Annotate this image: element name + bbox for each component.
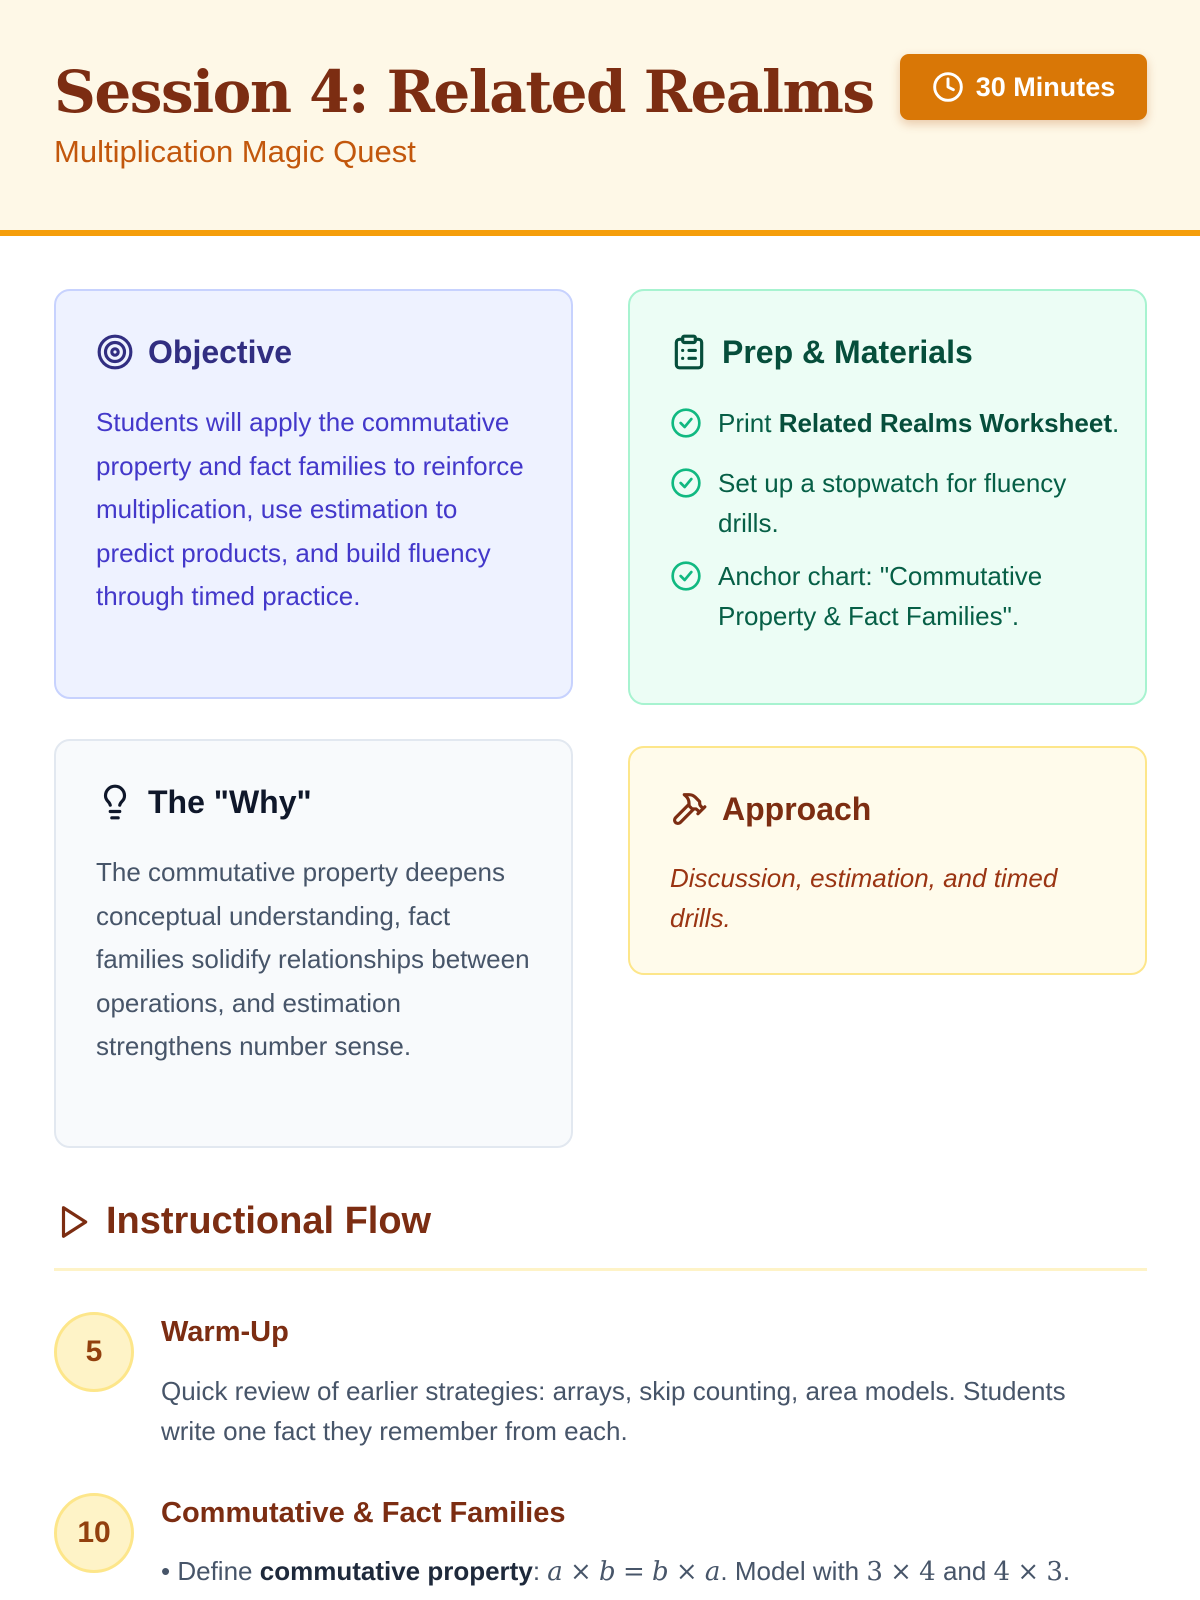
prep-title: Prep & Materials xyxy=(722,333,973,370)
why-card xyxy=(54,739,573,1148)
check-circle-icon xyxy=(670,467,702,499)
prep-list xyxy=(670,403,1121,649)
why-text: The commutative property deepens conceptual understanding, fact families solidify relationships between operations, and estimation strengthens number sense. xyxy=(96,857,530,1061)
step-minutes-badge: 10 xyxy=(54,1493,134,1573)
objective-header xyxy=(96,333,292,371)
prep-header xyxy=(670,333,973,371)
objective-card xyxy=(54,289,573,699)
list-item: Set up a stopwatch for fluency drills. xyxy=(670,463,1121,543)
clock-icon xyxy=(932,71,964,103)
list-item: Print Related Realms Worksheet. xyxy=(670,403,1121,450)
lightbulb-icon xyxy=(96,783,134,821)
objective-text: Students will apply the commutative property and fact families to reinforce multiplication, use estimation to predict products, and build fluency through timed practice. xyxy=(96,407,524,611)
play-icon xyxy=(54,1203,92,1241)
divider xyxy=(54,1268,1147,1271)
objective-title: Objective xyxy=(148,333,293,370)
hammer-icon xyxy=(670,790,708,828)
session-header xyxy=(0,0,1200,236)
check-circle-icon xyxy=(670,407,702,439)
why-header xyxy=(96,783,312,821)
step-text: • Define commutative property: a × b = b × a. Model with 3 × 4 and 4 × 3. xyxy=(161,1556,1071,1587)
target-icon xyxy=(96,333,134,371)
step-title: Commutative & Fact Families xyxy=(161,1497,566,1529)
approach-title: Approach xyxy=(722,790,872,827)
approach-card xyxy=(628,746,1147,975)
approach-header xyxy=(670,790,871,828)
page-title: Session 4: Related Realms xyxy=(54,58,874,126)
approach-text: Discussion, estimation, and timed drills. xyxy=(670,863,1058,933)
list-item: Anchor chart: "Commutative Property & Fact Families". xyxy=(670,556,1121,636)
step-text: Quick review of earlier strategies: arrays, skip counting, area models. Students write one fact they remember from each. xyxy=(161,1376,1066,1446)
duration-badge xyxy=(900,54,1147,120)
flow-title: Instructional Flow xyxy=(106,1200,432,1242)
flow-header xyxy=(54,1200,431,1243)
prep-card xyxy=(628,289,1147,705)
duration-label: 30 Minutes xyxy=(975,71,1116,102)
page-subtitle: Multiplication Magic Quest xyxy=(54,134,416,169)
step-title: Warm-Up xyxy=(161,1316,289,1348)
why-title: The "Why" xyxy=(148,783,312,820)
step-minutes-badge: 5 xyxy=(54,1312,134,1392)
check-circle-icon xyxy=(670,560,702,592)
clipboard-list-icon xyxy=(670,333,708,371)
